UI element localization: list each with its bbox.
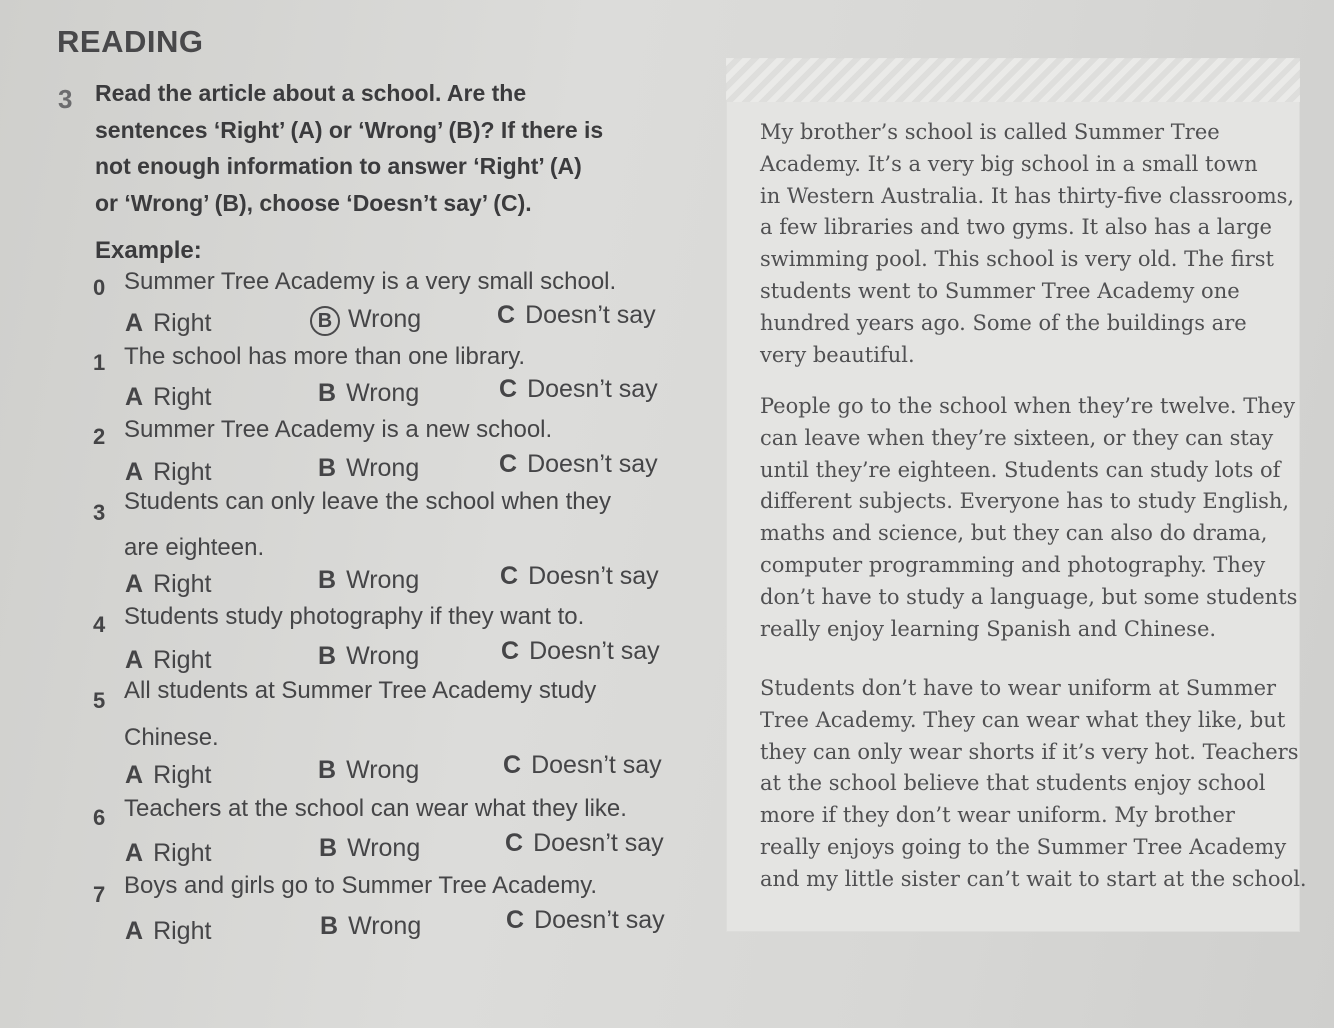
- option-c[interactable]: [499, 375, 658, 404]
- option-c[interactable]: [501, 637, 660, 666]
- option-label: Doesn’t say: [533, 829, 664, 857]
- question-text: All students at Summer Tree Academy study: [124, 677, 597, 704]
- option-letter: C: [501, 637, 520, 665]
- question-text: Summer Tree Academy is a very small school.: [124, 268, 617, 295]
- article-line: People go to the school when they’re twelve. They: [760, 394, 1296, 418]
- option-letter: A: [125, 917, 144, 945]
- option-letter: C: [505, 829, 524, 857]
- article-line: until they’re eighteen. Students can study lots of: [760, 457, 1281, 482]
- option-letter: B: [318, 642, 337, 670]
- article-line: can leave when they’re sixteen, or they can stay: [760, 425, 1274, 450]
- option-letter: B: [318, 756, 337, 784]
- option-label: Right: [153, 646, 212, 674]
- option-label: Wrong: [346, 379, 420, 407]
- question-text: Summer Tree Academy is a new school.: [124, 416, 553, 443]
- article-header-pattern: [726, 58, 1300, 102]
- option-letter: C: [506, 906, 525, 934]
- option-letter: C: [500, 562, 519, 590]
- option-label: Right: [153, 458, 212, 486]
- article-line: hundred years ago. Some of the buildings are: [760, 310, 1247, 335]
- option-label: Doesn’t say: [531, 751, 662, 779]
- question-text: Boys and girls go to Summer Tree Academy.: [124, 872, 598, 899]
- option-c[interactable]: [499, 450, 658, 479]
- article-line: a few libraries and two gyms. It also has a large: [760, 215, 1272, 240]
- article-paragraph-1: [760, 117, 1295, 371]
- task-number: 3: [58, 84, 73, 114]
- option-a[interactable]: [125, 570, 211, 599]
- circled-answer-b: B: [310, 306, 340, 336]
- option-label: Wrong: [348, 305, 422, 333]
- option-letter: A: [125, 839, 144, 867]
- option-letter: B: [320, 912, 339, 940]
- option-letter: B: [318, 454, 337, 482]
- instruction-line: or ‘Wrong’ (B), choose ‘Doesn’t say’ (C).: [95, 190, 532, 216]
- article-line: at the school believe that students enjoy school: [760, 771, 1266, 796]
- option-b[interactable]: [318, 454, 419, 483]
- article-line: maths and science, but they can also do drama,: [760, 521, 1268, 546]
- option-a[interactable]: [125, 839, 211, 868]
- option-c[interactable]: [500, 562, 659, 591]
- question-number: 1: [93, 350, 106, 375]
- option-a[interactable]: [125, 458, 211, 487]
- option-letter: C: [497, 301, 516, 329]
- question-number: 2: [93, 424, 106, 449]
- option-b[interactable]: [318, 566, 419, 595]
- option-label: Doesn’t say: [525, 301, 656, 329]
- option-c[interactable]: [503, 751, 662, 780]
- option-label: Right: [153, 839, 212, 867]
- option-label: Doesn’t say: [527, 375, 658, 403]
- option-b[interactable]: [320, 912, 421, 941]
- option-label: Right: [153, 309, 212, 337]
- option-b[interactable]: [318, 379, 419, 408]
- option-letter: B: [319, 834, 338, 862]
- option-label: Right: [153, 570, 212, 598]
- option-letter: C: [503, 751, 522, 779]
- option-letter: C: [499, 450, 518, 478]
- option-b[interactable]: [319, 834, 420, 863]
- option-a[interactable]: [125, 383, 211, 412]
- article-line: students went to Summer Tree Academy one: [760, 278, 1240, 303]
- article-line: computer programming and photography. They: [760, 552, 1266, 577]
- question-text: Students study photography if they want to.: [124, 603, 585, 630]
- option-label: Doesn’t say: [528, 562, 659, 590]
- option-letter: B: [318, 566, 337, 594]
- option-label: Right: [153, 917, 212, 945]
- article-line: really enjoy learning Spanish and Chinese.: [760, 616, 1217, 641]
- option-label: Doesn’t say: [534, 906, 665, 934]
- option-b[interactable]: [318, 756, 419, 785]
- instruction-line: sentences ‘Right’ (A) or ‘Wrong’ (B)? If there is: [95, 117, 604, 143]
- question-number: 4: [93, 612, 106, 637]
- option-label: Doesn’t say: [529, 637, 660, 665]
- question-text-continued: are eighteen.: [124, 534, 265, 561]
- option-label: Wrong: [346, 566, 420, 594]
- article-line: don’t have to study a language, but some students: [760, 584, 1298, 609]
- option-label: Wrong: [348, 912, 422, 940]
- option-label: Wrong: [346, 454, 420, 482]
- question-text: Students can only leave the school when they: [124, 488, 611, 515]
- option-a[interactable]: [125, 309, 211, 338]
- question-text-continued: Chinese.: [124, 724, 219, 751]
- option-letter: A: [125, 309, 144, 337]
- instruction-line: Read the article about a school. Are the: [95, 80, 527, 106]
- question-number: 5: [93, 688, 106, 713]
- article-line: and my little sister can’t wait to start at the school.: [760, 866, 1307, 891]
- option-label: Right: [153, 383, 212, 411]
- option-c[interactable]: [506, 906, 665, 935]
- article-line: My brother’s school is called Summer Tree: [760, 120, 1220, 144]
- question-number: 0: [93, 275, 106, 300]
- option-letter: B: [318, 379, 337, 407]
- option-label: Wrong: [346, 642, 420, 670]
- article-line: Students don’t have to wear uniform at Summer: [760, 676, 1277, 700]
- option-label: Right: [153, 761, 212, 789]
- option-letter: A: [125, 761, 144, 789]
- article-line: very beautiful.: [760, 342, 915, 367]
- question-number: 3: [93, 500, 106, 525]
- option-b-selected[interactable]: [310, 305, 421, 336]
- option-label: Wrong: [347, 834, 421, 862]
- option-letter: A: [125, 383, 144, 411]
- option-c[interactable]: [497, 301, 656, 330]
- option-letter: C: [499, 375, 518, 403]
- option-letter: A: [125, 458, 144, 486]
- question-text: The school has more than one library.: [124, 343, 526, 370]
- article-line: really enjoys going to the Summer Tree Academy: [760, 834, 1287, 859]
- option-letter: A: [125, 570, 144, 598]
- article-line: more if they don’t wear uniform. My brother: [760, 803, 1235, 828]
- example-label: Example:: [95, 237, 202, 264]
- question-number: 7: [93, 882, 106, 907]
- section-heading: READING: [57, 24, 204, 59]
- article-line: Tree Academy. They can wear what they like, but: [760, 707, 1286, 732]
- option-label: Wrong: [346, 756, 420, 784]
- article-line: different subjects. Everyone has to study English,: [760, 489, 1290, 514]
- article-line: they can only wear shorts if it’s very hot. Teachers: [760, 739, 1299, 764]
- option-label: Doesn’t say: [527, 450, 658, 478]
- option-c[interactable]: [505, 829, 664, 858]
- article-paragraph-3: [760, 673, 1307, 896]
- option-a[interactable]: [125, 761, 211, 790]
- question-text: Teachers at the school can wear what they like.: [124, 795, 627, 822]
- article-paragraph-2: [760, 391, 1298, 645]
- article-line: swimming pool. This school is very old. The first: [760, 247, 1274, 272]
- option-letter: A: [125, 646, 144, 674]
- instruction-line: not enough information to answer ‘Right’ (A): [95, 153, 582, 179]
- option-a[interactable]: [125, 646, 211, 675]
- article-line: Academy. It’s a very big school in a small town: [760, 151, 1258, 176]
- option-b[interactable]: [318, 642, 419, 671]
- article-line: in Western Australia. It has thirty-five classrooms,: [760, 183, 1295, 208]
- option-a[interactable]: [125, 917, 211, 946]
- question-number: 6: [93, 805, 106, 830]
